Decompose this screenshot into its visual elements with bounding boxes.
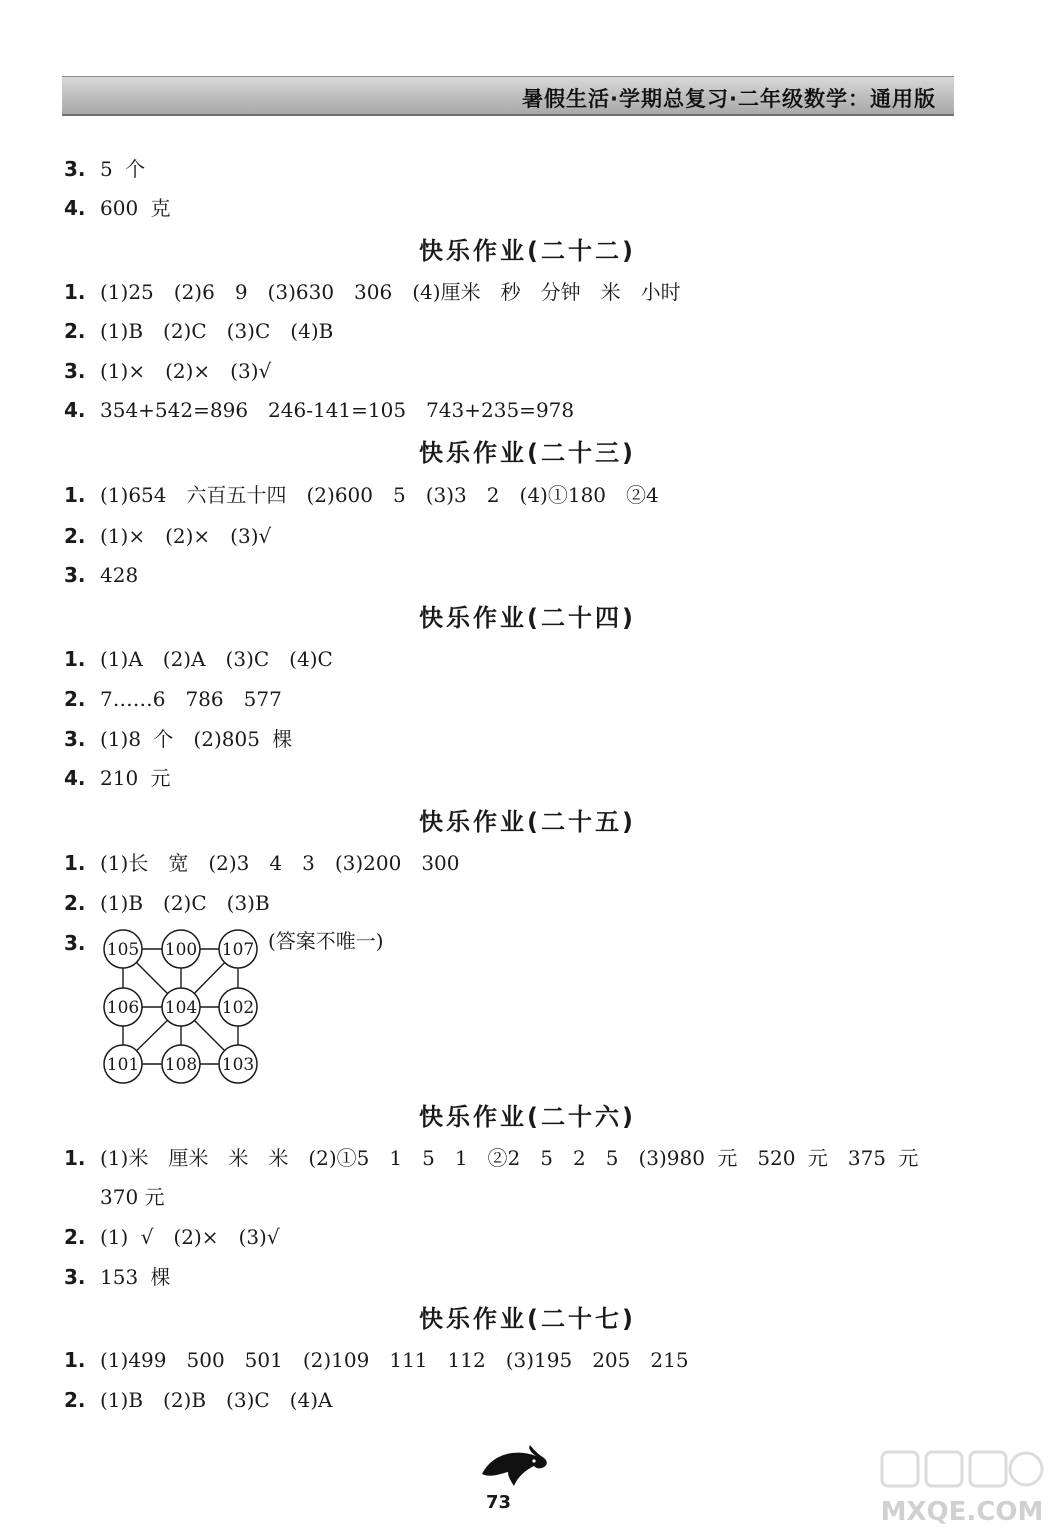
answer-line xyxy=(64,888,270,918)
item-text: (1)米 厘米 米 米 (2)①5 1 5 1 ②2 5 2 5 (3)980 元 520 元 375 元 xyxy=(100,1146,919,1170)
answer-line xyxy=(64,154,145,184)
item-number: 3. xyxy=(64,563,86,587)
item-text: 428 xyxy=(100,563,139,587)
answer-line xyxy=(64,356,271,386)
diagram-node-label: 100 xyxy=(164,940,198,960)
item-text: 7……6 786 577 xyxy=(100,687,282,711)
item-number: 4. xyxy=(64,196,86,220)
answer-line xyxy=(64,1262,171,1292)
answer-line xyxy=(64,1385,332,1415)
item-number: 1. xyxy=(64,1348,86,1372)
item-text: (1)B (2)C (3)B xyxy=(100,891,270,915)
answer-line xyxy=(64,848,460,878)
number-grid-diagram xyxy=(96,924,266,1092)
item-number: 2. xyxy=(64,524,86,548)
watermark-logo xyxy=(870,1444,1050,1534)
watermark-text: MXQE.COM xyxy=(880,1497,1044,1527)
item-text: (1)B (2)B (3)C (4)A xyxy=(100,1388,333,1412)
answer-line xyxy=(64,480,659,510)
item-number: 2. xyxy=(64,1225,86,1249)
diagram-node-label: 106 xyxy=(106,998,140,1018)
item-text: (1)654 六百五十四 (2)600 5 (3)3 2 (4)①180 ②4 xyxy=(100,483,659,507)
answer-line xyxy=(64,1222,280,1252)
item-number: 2. xyxy=(64,687,86,711)
section-title: 快乐作业(二十七) xyxy=(419,1305,636,1333)
answer-line xyxy=(64,644,333,674)
item-text: (1)A (2)A (3)C (4)C xyxy=(100,647,333,671)
item-number: 3. xyxy=(64,359,86,383)
answer-line xyxy=(64,684,282,714)
answer-line xyxy=(64,724,292,754)
diagram-node-label: 107 xyxy=(221,940,255,960)
item-text: 354+542=896 246-141=105 743+235=978 xyxy=(100,398,575,422)
answer-line xyxy=(64,395,574,425)
item-text: 153 棵 xyxy=(100,1265,171,1289)
item-text: (1)8 个 (2)805 棵 xyxy=(100,727,293,751)
answer-line xyxy=(64,316,333,346)
section-title: 快乐作业(二十四) xyxy=(419,604,636,632)
item-text: (1) √ (2)× (3)√ xyxy=(100,1225,280,1249)
item-number: 1. xyxy=(64,483,86,507)
answer-line xyxy=(64,1345,689,1375)
diagram-node-label: 102 xyxy=(221,998,255,1018)
item-text: (1)长 宽 (2)3 4 3 (3)200 300 xyxy=(100,851,460,875)
section-title: 快乐作业(二十二) xyxy=(419,237,636,265)
answer-line xyxy=(64,928,100,958)
item-number: 3. xyxy=(64,727,86,751)
answer-line xyxy=(64,277,681,307)
item-number: 1. xyxy=(64,851,86,875)
diagram-node-label: 101 xyxy=(106,1055,140,1075)
page-header-bar xyxy=(62,76,954,116)
dolphin-icon xyxy=(478,1444,550,1490)
item-text-continuation: 370 元 xyxy=(100,1185,165,1209)
item-text: (1)× (2)× (3)√ xyxy=(100,524,272,548)
diagram-note: (答案不唯一) xyxy=(268,929,384,953)
item-number: 3. xyxy=(64,157,86,181)
answer-line xyxy=(64,521,271,551)
section-title: 快乐作业(二十五) xyxy=(419,808,636,836)
diagram-node-label: 105 xyxy=(106,940,140,960)
item-number: 4. xyxy=(64,398,86,422)
item-text: 600 克 xyxy=(100,196,171,220)
answer-line xyxy=(64,560,138,590)
page-number: 73 xyxy=(486,1492,512,1513)
item-number: 1. xyxy=(64,647,86,671)
item-text: (1)B (2)C (3)C (4)B xyxy=(100,319,334,343)
item-text: 210 元 xyxy=(100,766,171,790)
diagram-node-label: 104 xyxy=(164,998,198,1018)
item-number: 4. xyxy=(64,766,86,790)
section-title: 快乐作业(二十六) xyxy=(419,1103,636,1131)
item-number: 2. xyxy=(64,319,86,343)
item-number: 2. xyxy=(64,1388,86,1412)
item-text: (1)× (2)× (3)√ xyxy=(100,359,272,383)
item-number: 1. xyxy=(64,1146,86,1170)
answer-line xyxy=(64,763,171,793)
header-title: 暑假生活·学期总复习·二年级数学：通用版 xyxy=(522,87,936,111)
item-number: 3. xyxy=(64,1265,86,1289)
item-number: 2. xyxy=(64,891,86,915)
answer-line xyxy=(64,193,171,223)
diagram-node-label: 108 xyxy=(164,1055,198,1075)
item-text: (1)25 (2)6 9 (3)630 306 (4)厘米 秒 分钟 米 小时 xyxy=(100,280,681,304)
diagram-node-label: 103 xyxy=(221,1055,255,1075)
item-number: 3. xyxy=(64,931,86,955)
section-title: 快乐作业(二十三) xyxy=(419,439,636,467)
answer-line xyxy=(64,1143,918,1173)
item-text: 5 个 xyxy=(100,157,146,181)
item-number: 1. xyxy=(64,280,86,304)
item-text: (1)499 500 501 (2)109 111 112 (3)195 205 215 xyxy=(100,1348,689,1372)
